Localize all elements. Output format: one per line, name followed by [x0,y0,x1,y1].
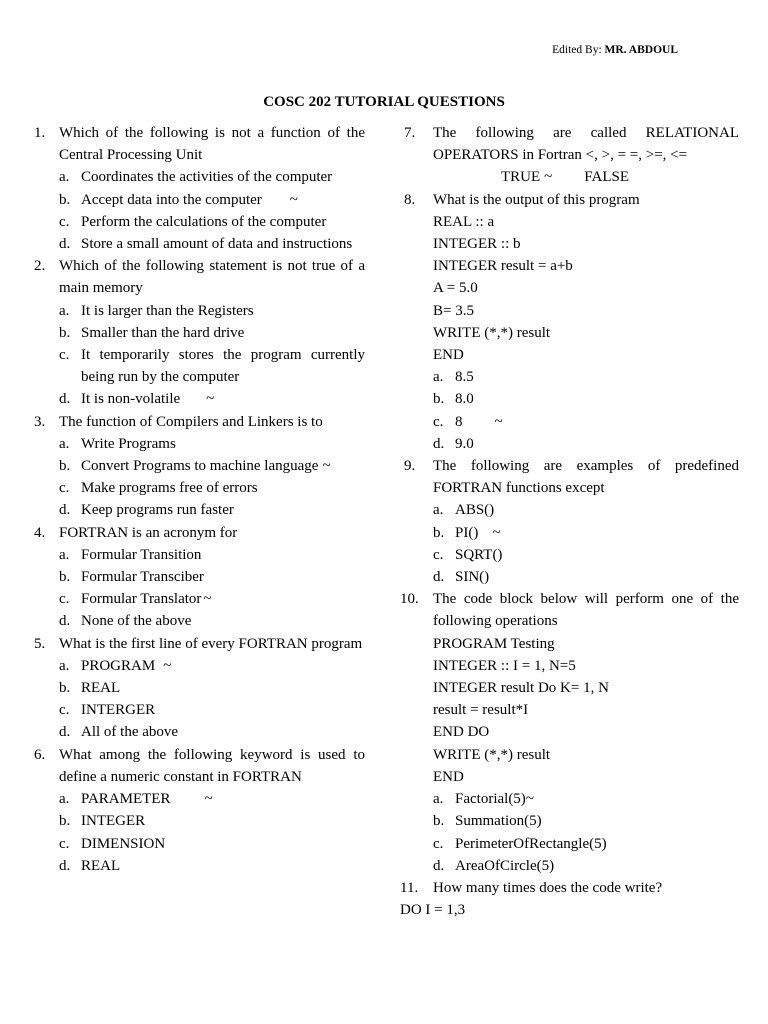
answer-mark: ~ [494,413,503,430]
question-5 [30,633,365,655]
option: c. Make programs free of errors [59,480,258,497]
question-number: 4. [34,524,46,541]
question-number: 3. [34,413,46,430]
option: a. Factorial(5)~ [404,788,739,810]
question-6-options [30,788,365,877]
left-column [30,122,365,877]
question-text: What among the following keyword is used to define a numeric constant in FORTRAN [59,746,365,785]
question-6 [30,744,365,788]
question-text: The function of Compilers and Linkers is to [59,413,323,430]
question-8-options [404,366,739,455]
option: c. SQRT() [433,546,503,563]
option: b. PI() ~ [404,522,739,544]
question-number: 6. [34,746,46,763]
code-line: WRITE (*,*) result [433,746,551,763]
answer-mark: ~ [206,391,215,408]
question-9-options [404,499,739,588]
question-text: Which of the following statement is not true of a main memory [59,258,365,297]
answer-mark: ~ [525,791,534,808]
question-number: 9. [404,458,416,475]
option: a. PARAMETER ~ [30,788,365,810]
question-3 [30,411,365,433]
option: c. PerimeterOfRectangle(5) [433,835,607,852]
question-text: The following are called RELATIONAL OPERATORS in Fortran <, >, = =, >=, <= [433,125,739,164]
option: d. It is non-volatile ~ [30,388,365,410]
option: a. PROGRAM ~ [30,655,365,677]
right-column [400,122,739,921]
code-line: INTEGER result Do K= 1, N [433,680,609,697]
question-2 [30,255,365,299]
option: b. Smaller than the hard drive [59,324,245,341]
option: b. REAL [59,680,121,697]
option: d. 9.0 [433,435,474,452]
option: d. SIN() [433,569,490,586]
question-text: FORTRAN is an acronym for [59,524,238,541]
question-number: 7. [404,125,416,141]
question-number: 8. [404,191,416,208]
option: d. None of the above [59,613,192,630]
answer-mark: ~ [203,591,212,608]
question-4-options [30,544,365,633]
answer-mark: ~ [544,169,553,186]
question-5-options [30,655,365,744]
option: b. Summation(5) [433,813,542,830]
answer-mark: ~ [163,657,172,674]
code-block [404,211,739,366]
option: a. Formular Transition [59,546,202,563]
option: c. It temporarily stores the program currently being run by the computer [59,347,365,386]
question-text: What is the output of this program [433,191,640,208]
code-line: B= 3.5 [433,302,474,319]
option: a. Coordinates the activities of the computer [59,169,333,186]
question-11 [400,877,739,899]
option: b. 8.0 [433,391,474,408]
option: a. Write Programs [59,435,176,452]
author-name: MR. ABDOUL [604,44,678,56]
question-text: How many times does the code write? [433,879,663,896]
question-number: 10. [400,591,419,608]
code-block [404,633,739,788]
answer-mark: ~ [289,191,298,208]
code-line: END [433,347,464,364]
option: d. Keep programs run faster [59,502,234,519]
code-line: result = result*I [433,702,529,719]
option: a. 8.5 [433,369,474,386]
question-number: 11. [400,879,419,896]
option: b. Formular Transciber [59,569,204,586]
edited-by-label: Edited By: [552,44,602,56]
question-2-options [30,300,365,411]
question-text: The following are examples of predefined FORTRAN functions except [433,458,739,497]
answer-mark: ~ [204,791,213,808]
question-3-options [30,433,365,522]
page-header [552,44,678,56]
true-false-options [404,166,739,188]
question-9 [404,455,739,499]
option: c. INTERGER [59,702,156,719]
option: c. DIMENSION [59,835,166,852]
code-line: END DO [433,724,490,741]
question-number: 2. [34,258,46,275]
option: c. Formular Translator ~ [30,588,365,610]
question-number: 1. [34,125,46,141]
option: c. 8 ~ [404,411,739,433]
answer-mark: ~ [322,458,331,475]
option: d. REAL [59,857,121,874]
question-8 [404,189,739,211]
question-7 [404,122,739,166]
code-line: INTEGER :: b [433,236,521,253]
code-line: END [433,768,464,785]
question-4 [30,522,365,544]
option: c. Perform the calculations of the computer [59,213,327,230]
option: a. It is larger than the Registers [59,302,254,319]
question-text: The code block below will perform one of the following operations [433,591,739,630]
question-10-options [404,788,739,877]
question-1 [30,122,365,166]
code-line: DO I = 1,3 [400,902,466,919]
option: b. Accept data into the computer ~ [30,189,365,211]
code-line: WRITE (*,*) result [433,324,551,341]
option: d. AreaOfCircle(5) [433,857,555,874]
false-option: FALSE [584,169,630,186]
code-line: REAL :: a [433,213,495,230]
code-line: INTEGER result = a+b [433,258,573,275]
question-10 [400,588,739,632]
question-number: 5. [34,635,46,652]
code-line: PROGRAM Testing [433,635,555,652]
option: d. All of the above [59,724,179,741]
option: b. INTEGER [59,813,146,830]
true-option: TRUE [501,169,541,186]
option: a. ABS() [433,502,495,519]
option: d. Store a small amount of data and instructions [59,236,353,253]
page-title: COSC 202 TUTORIAL QUESTIONS [263,94,505,110]
question-text: What is the first line of every FORTRAN program [59,635,363,652]
code-line: INTEGER :: I = 1, N=5 [433,657,576,674]
answer-mark: ~ [492,524,501,541]
code-line: A = 5.0 [433,280,478,297]
question-text: Which of the following is not a function of the Central Processing Unit [59,125,365,164]
option: b. Convert Programs to machine language ~ [30,455,365,477]
question-1-options [30,166,365,255]
